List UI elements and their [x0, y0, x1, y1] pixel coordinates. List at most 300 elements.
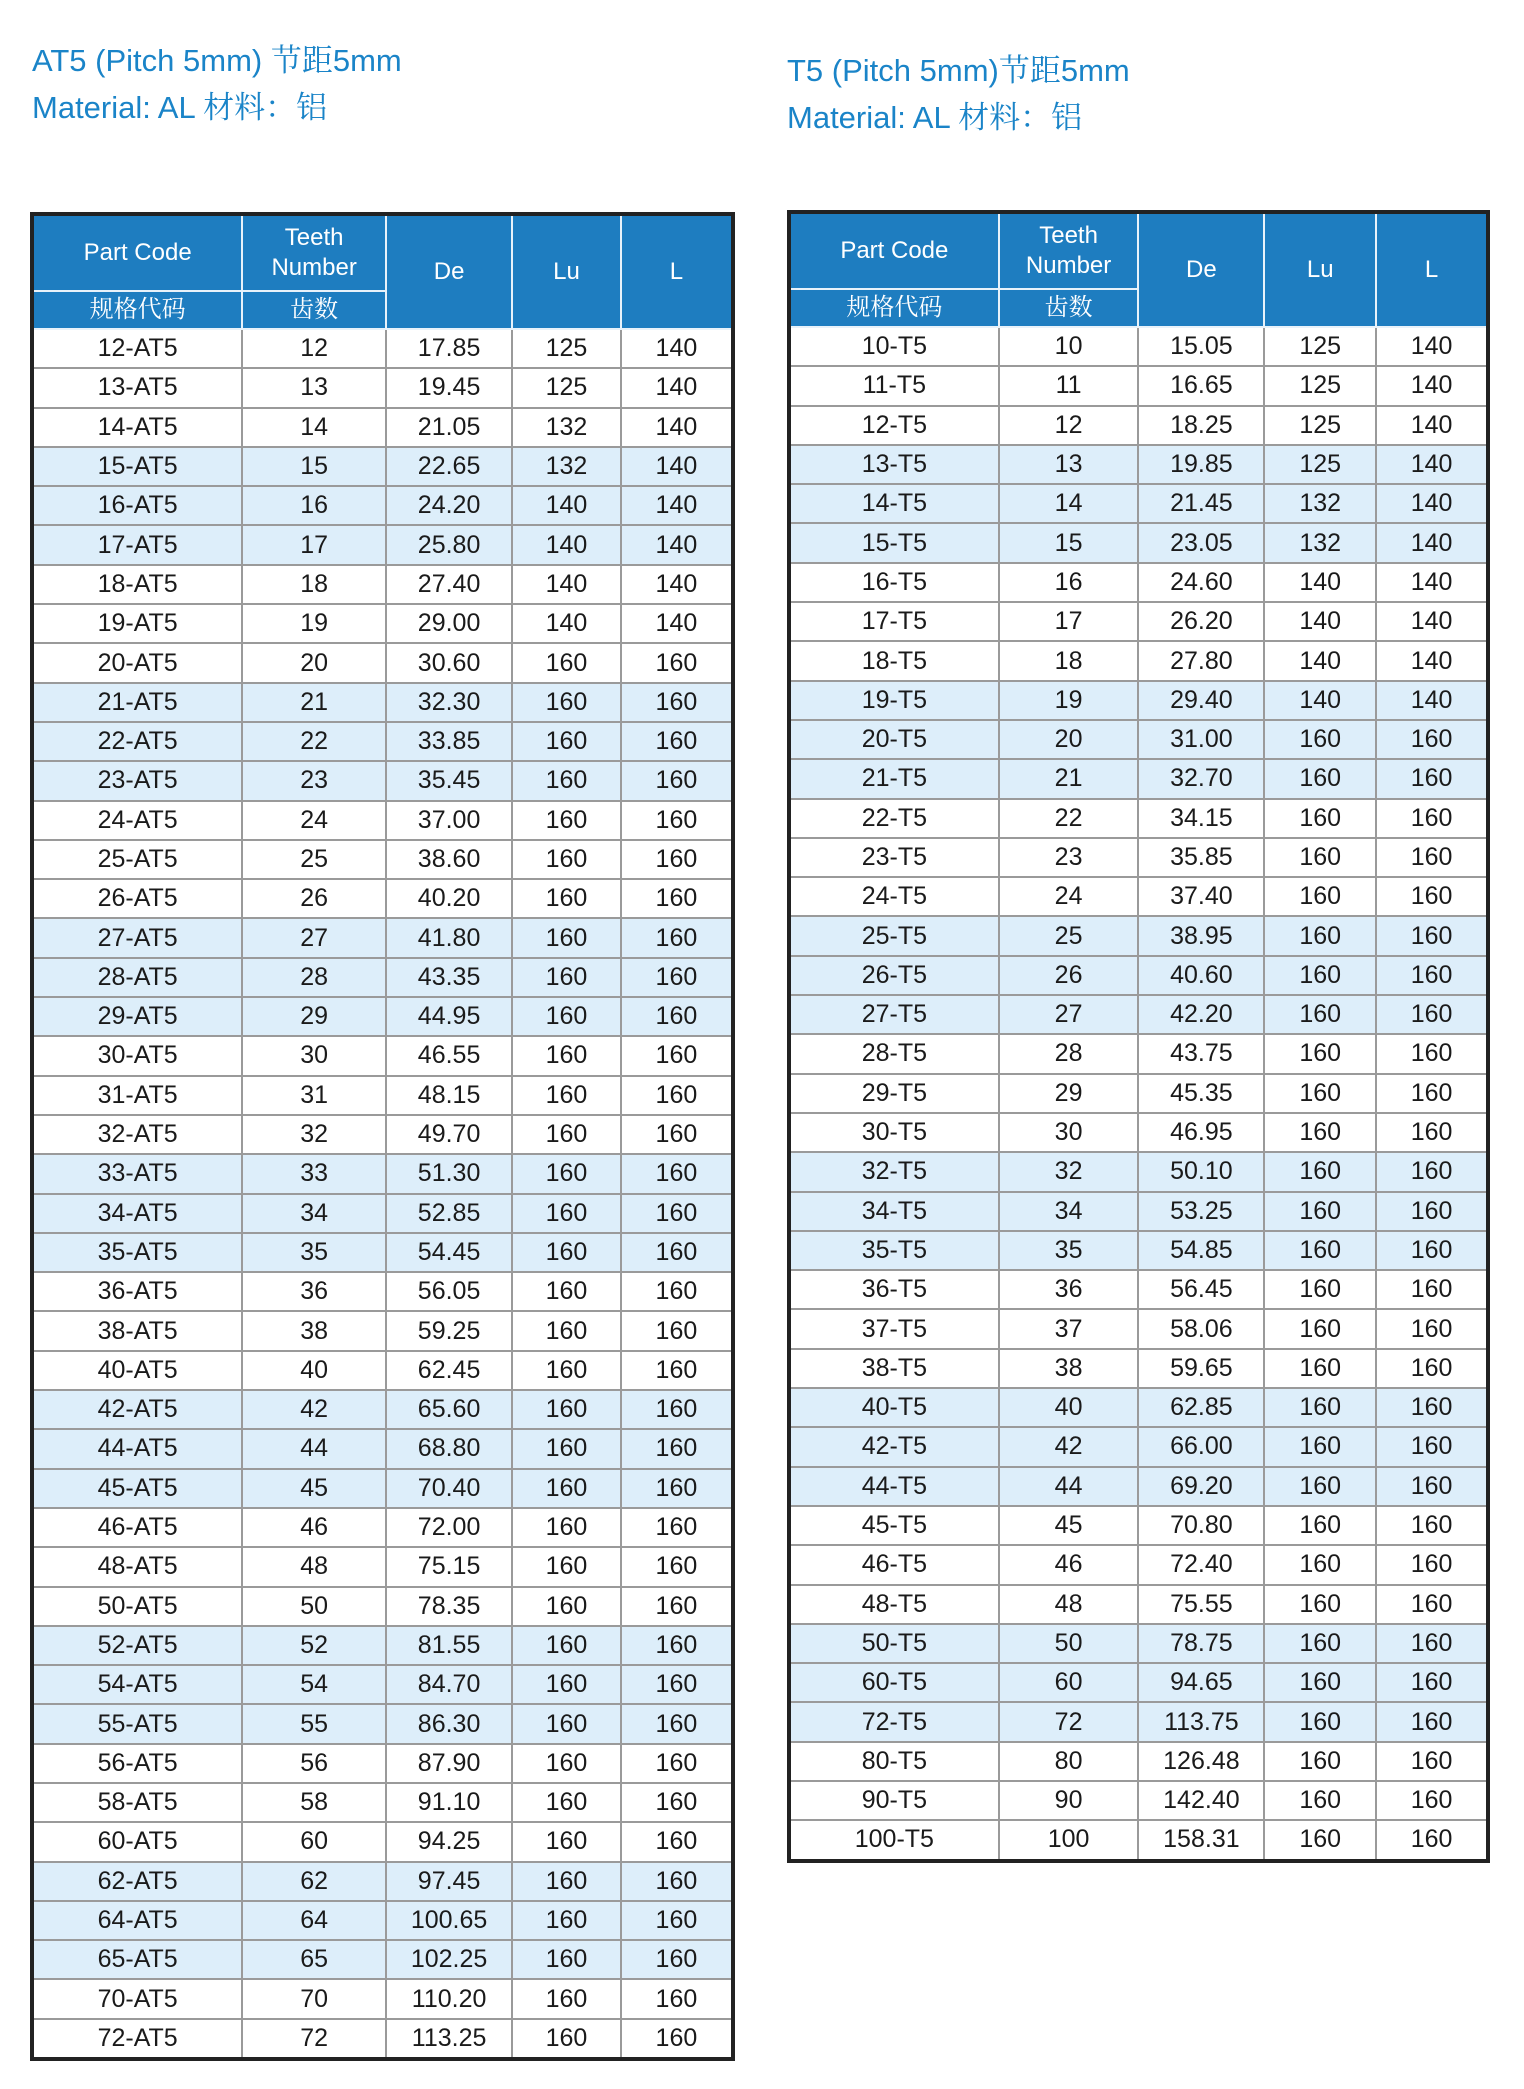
- table-row: [32, 1744, 733, 1783]
- l-cell: 160: [621, 918, 733, 957]
- part-code-cell: 45-AT5: [32, 1469, 242, 1508]
- table-row: [32, 1862, 733, 1901]
- de-cell: 42.20: [1138, 995, 1264, 1034]
- teeth-cell: 56: [242, 1744, 386, 1783]
- table-row: [789, 1585, 1488, 1624]
- teeth-cell: 55: [242, 1704, 386, 1743]
- l-cell: 160: [621, 1979, 733, 2018]
- teeth-cell: 34: [999, 1192, 1139, 1231]
- table-row: [789, 1231, 1488, 1270]
- teeth-cell: 29: [999, 1074, 1139, 1113]
- table-row: [32, 1704, 733, 1743]
- part-code-cell: 48-AT5: [32, 1547, 242, 1586]
- part-code-cell: 24-T5: [789, 877, 999, 916]
- teeth-cell: 14: [999, 484, 1139, 523]
- table-row: [789, 1192, 1488, 1231]
- part-code-cell: 24-AT5: [32, 801, 242, 840]
- l-cell: 160: [1376, 1585, 1488, 1624]
- table-row: [32, 1783, 733, 1822]
- l-cell: 160: [1376, 916, 1488, 955]
- table-row: [789, 1545, 1488, 1584]
- l-cell: 160: [621, 1822, 733, 1861]
- de-cell: 66.00: [1138, 1427, 1264, 1466]
- lu-cell: 160: [1264, 956, 1376, 995]
- lu-cell: 160: [1264, 1270, 1376, 1309]
- part-code-cell: 27-AT5: [32, 918, 242, 957]
- table-row: [32, 486, 733, 525]
- l-cell: 160: [621, 1233, 733, 1272]
- part-code-cell: 38-T5: [789, 1349, 999, 1388]
- l-cell: 140: [621, 565, 733, 604]
- l-cell: 160: [1376, 1545, 1488, 1584]
- part-code-cell: 54-AT5: [32, 1665, 242, 1704]
- part-code-cell: 55-AT5: [32, 1704, 242, 1743]
- l-cell: 160: [621, 643, 733, 682]
- de-cell: 50.10: [1138, 1152, 1264, 1191]
- part-code-cell: 14-AT5: [32, 408, 242, 447]
- table-row: [32, 447, 733, 486]
- de-cell: 59.65: [1138, 1349, 1264, 1388]
- at5-table-body: [32, 329, 733, 2059]
- table-row: [32, 1979, 733, 2018]
- table-row: [32, 997, 733, 1036]
- l-cell: 140: [1376, 484, 1488, 523]
- lu-cell: 160: [1264, 1467, 1376, 1506]
- lu-cell: 160: [512, 1940, 621, 1979]
- lu-cell: 140: [1264, 602, 1376, 641]
- lu-cell: 160: [1264, 720, 1376, 759]
- teeth-cell: 48: [242, 1547, 386, 1586]
- teeth-cell: 40: [999, 1388, 1139, 1427]
- l-header: L: [1376, 212, 1488, 327]
- lu-cell: 160: [1264, 877, 1376, 916]
- l-cell: 140: [1376, 602, 1488, 641]
- de-cell: 35.85: [1138, 838, 1264, 877]
- teeth-cell: 46: [999, 1545, 1139, 1584]
- part-code-cell: 34-T5: [789, 1192, 999, 1231]
- table-row: [789, 681, 1488, 720]
- de-header: De: [1138, 212, 1264, 327]
- lu-cell: 132: [512, 447, 621, 486]
- part-code-cell: 26-T5: [789, 956, 999, 995]
- table-row: [789, 1624, 1488, 1663]
- lu-cell: 125: [1264, 366, 1376, 405]
- de-cell: 59.25: [386, 1311, 512, 1350]
- at5-table: [30, 212, 735, 2061]
- de-cell: 142.40: [1138, 1781, 1264, 1820]
- part-code-cell: 31-AT5: [32, 1076, 242, 1115]
- t5-table-body: [789, 327, 1488, 1861]
- table-row: [789, 1074, 1488, 1113]
- de-cell: 43.75: [1138, 1034, 1264, 1073]
- l-cell: 160: [621, 840, 733, 879]
- l-cell: 140: [621, 408, 733, 447]
- part-code-cell: 13-AT5: [32, 368, 242, 407]
- part-code-cell: 32-AT5: [32, 1115, 242, 1154]
- l-cell: 160: [1376, 877, 1488, 916]
- teeth-zh-header: 齿数: [999, 289, 1139, 327]
- l-cell: 140: [1376, 563, 1488, 602]
- lu-cell: 140: [512, 565, 621, 604]
- de-cell: 53.25: [1138, 1192, 1264, 1231]
- l-header: L: [621, 214, 733, 329]
- part-code-cell: 18-T5: [789, 641, 999, 680]
- teeth-cell: 19: [999, 681, 1139, 720]
- l-cell: 160: [621, 722, 733, 761]
- table-row: [32, 565, 733, 604]
- de-cell: 40.20: [386, 879, 512, 918]
- teeth-cell: 21: [999, 759, 1139, 798]
- l-cell: 160: [1376, 1624, 1488, 1663]
- teeth-cell: 70: [242, 1979, 386, 2018]
- l-cell: 160: [1376, 720, 1488, 759]
- teeth-cell: 62: [242, 1862, 386, 1901]
- part-code-cell: 38-AT5: [32, 1311, 242, 1350]
- table-row: [789, 1820, 1488, 1860]
- lu-cell: 160: [512, 997, 621, 1036]
- l-cell: 140: [621, 525, 733, 564]
- de-cell: 35.45: [386, 761, 512, 800]
- lu-cell: 160: [512, 2019, 621, 2059]
- lu-cell: 160: [1264, 759, 1376, 798]
- table-row: [789, 366, 1488, 405]
- teeth-cell: 13: [999, 445, 1139, 484]
- l-cell: 160: [621, 1115, 733, 1154]
- l-cell: 160: [621, 879, 733, 918]
- l-cell: 160: [621, 1940, 733, 1979]
- teeth-header-line2: Number: [1025, 252, 1112, 279]
- teeth-cell: 64: [242, 1901, 386, 1940]
- de-cell: 37.00: [386, 801, 512, 840]
- table-row: [32, 1940, 733, 1979]
- l-cell: 160: [621, 683, 733, 722]
- l-cell: 160: [1376, 1388, 1488, 1427]
- lu-cell: 160: [512, 1783, 621, 1822]
- l-cell: 140: [621, 447, 733, 486]
- de-cell: 84.70: [386, 1665, 512, 1704]
- de-cell: 78.75: [1138, 1624, 1264, 1663]
- lu-header: Lu: [512, 214, 621, 329]
- lu-cell: 160: [512, 1154, 621, 1193]
- table-row: [32, 1154, 733, 1193]
- lu-cell: 160: [512, 1311, 621, 1350]
- part-code-cell: 22-AT5: [32, 722, 242, 761]
- part-code-cell: 40-AT5: [32, 1351, 242, 1390]
- part-code-cell: 10-T5: [789, 327, 999, 366]
- de-cell: 19.85: [1138, 445, 1264, 484]
- lu-cell: 125: [1264, 406, 1376, 445]
- de-cell: 65.60: [386, 1390, 512, 1429]
- at5-material: Material: AL 材料：铝: [32, 90, 328, 125]
- de-cell: 37.40: [1138, 877, 1264, 916]
- lu-cell: 160: [1264, 1192, 1376, 1231]
- de-cell: 69.20: [1138, 1467, 1264, 1506]
- table-row: [789, 1270, 1488, 1309]
- part-code-cell: 20-AT5: [32, 643, 242, 682]
- de-cell: 52.85: [386, 1194, 512, 1233]
- l-cell: 160: [621, 1783, 733, 1822]
- lu-cell: 140: [512, 604, 621, 643]
- l-cell: 160: [621, 1390, 733, 1429]
- teeth-cell: 26: [999, 956, 1139, 995]
- at5-title: AT5 (Pitch 5mm) 节距5mm: [32, 43, 402, 78]
- l-cell: 160: [1376, 1231, 1488, 1270]
- de-cell: 33.85: [386, 722, 512, 761]
- lu-header: Lu: [1264, 212, 1376, 327]
- teeth-header-line2: Number: [271, 254, 357, 281]
- teeth-cell: 25: [242, 840, 386, 879]
- lu-cell: 160: [512, 1822, 621, 1861]
- de-cell: 78.35: [386, 1587, 512, 1626]
- de-cell: 40.60: [1138, 956, 1264, 995]
- part-code-cell: 58-AT5: [32, 1783, 242, 1822]
- teeth-cell: 31: [242, 1076, 386, 1115]
- lu-cell: 160: [512, 1429, 621, 1468]
- l-cell: 160: [1376, 1034, 1488, 1073]
- de-cell: 15.05: [1138, 327, 1264, 366]
- table-row: [32, 958, 733, 997]
- l-cell: 140: [1376, 523, 1488, 562]
- part-code-cell: 15-AT5: [32, 447, 242, 486]
- l-cell: 160: [621, 1665, 733, 1704]
- de-cell: 34.15: [1138, 799, 1264, 838]
- lu-cell: 160: [512, 1233, 621, 1272]
- de-cell: 81.55: [386, 1626, 512, 1665]
- teeth-cell: 65: [242, 1940, 386, 1979]
- part-code-cell: 35-AT5: [32, 1233, 242, 1272]
- teeth-cell: 36: [999, 1270, 1139, 1309]
- table-row: [789, 838, 1488, 877]
- part-code-cell: 21-AT5: [32, 683, 242, 722]
- l-cell: 160: [621, 761, 733, 800]
- table-row: [789, 484, 1488, 523]
- teeth-cell: 17: [242, 525, 386, 564]
- lu-cell: 160: [1264, 1309, 1376, 1348]
- teeth-cell: 23: [999, 838, 1139, 877]
- part-code-cell: 12-AT5: [32, 329, 242, 368]
- teeth-cell: 38: [999, 1349, 1139, 1388]
- lu-cell: 132: [512, 408, 621, 447]
- part-code-zh-header: 规格代码: [789, 289, 999, 327]
- teeth-cell: 20: [999, 720, 1139, 759]
- l-cell: 160: [1376, 799, 1488, 838]
- de-cell: 113.25: [386, 2019, 512, 2059]
- de-cell: 68.80: [386, 1429, 512, 1468]
- de-cell: 102.25: [386, 1940, 512, 1979]
- teeth-cell: 38: [242, 1311, 386, 1350]
- lu-cell: 160: [1264, 1663, 1376, 1702]
- de-cell: 21.45: [1138, 484, 1264, 523]
- part-code-cell: 14-T5: [789, 484, 999, 523]
- teeth-cell: 30: [242, 1036, 386, 1075]
- lu-cell: 160: [512, 1587, 621, 1626]
- part-code-cell: 50-AT5: [32, 1587, 242, 1626]
- teeth-cell: 33: [242, 1154, 386, 1193]
- part-code-cell: 16-AT5: [32, 486, 242, 525]
- part-code-cell: 21-T5: [789, 759, 999, 798]
- lu-cell: 160: [512, 761, 621, 800]
- part-code-cell: 42-AT5: [32, 1390, 242, 1429]
- lu-cell: 160: [512, 1979, 621, 2018]
- teeth-cell: 15: [999, 523, 1139, 562]
- table-row: [32, 368, 733, 407]
- table-row: [789, 445, 1488, 484]
- lu-cell: 160: [512, 801, 621, 840]
- de-cell: 21.05: [386, 408, 512, 447]
- de-cell: 56.05: [386, 1272, 512, 1311]
- lu-cell: 125: [1264, 327, 1376, 366]
- de-cell: 29.00: [386, 604, 512, 643]
- teeth-cell: 32: [242, 1115, 386, 1154]
- teeth-cell: 40: [242, 1351, 386, 1390]
- l-cell: 160: [1376, 956, 1488, 995]
- table-row: [789, 916, 1488, 955]
- part-code-cell: 23-AT5: [32, 761, 242, 800]
- teeth-cell: 26: [242, 879, 386, 918]
- teeth-cell: 34: [242, 1194, 386, 1233]
- table-row: [32, 722, 733, 761]
- lu-cell: 160: [512, 1194, 621, 1233]
- l-cell: 160: [621, 1469, 733, 1508]
- teeth-cell: 29: [242, 997, 386, 1036]
- lu-cell: 160: [512, 1076, 621, 1115]
- l-cell: 160: [1376, 759, 1488, 798]
- teeth-cell: 54: [242, 1665, 386, 1704]
- lu-cell: 160: [512, 879, 621, 918]
- de-cell: 51.30: [386, 1154, 512, 1193]
- l-cell: 160: [621, 1076, 733, 1115]
- l-cell: 160: [621, 997, 733, 1036]
- l-cell: 140: [621, 368, 733, 407]
- lu-cell: 160: [1264, 1624, 1376, 1663]
- table-row: [789, 1034, 1488, 1073]
- part-code-cell: 90-T5: [789, 1781, 999, 1820]
- table-row: [789, 1388, 1488, 1427]
- teeth-cell: 21: [242, 683, 386, 722]
- table-row: [789, 1309, 1488, 1348]
- lu-cell: 160: [512, 1901, 621, 1940]
- l-cell: 160: [621, 1194, 733, 1233]
- part-code-cell: 35-T5: [789, 1231, 999, 1270]
- l-cell: 160: [1376, 995, 1488, 1034]
- teeth-cell: 42: [242, 1390, 386, 1429]
- part-code-cell: 40-T5: [789, 1388, 999, 1427]
- part-code-cell: 22-T5: [789, 799, 999, 838]
- lu-cell: 160: [512, 1744, 621, 1783]
- teeth-cell: 45: [242, 1469, 386, 1508]
- table-row: [789, 1427, 1488, 1466]
- l-cell: 160: [621, 2019, 733, 2059]
- lu-cell: 160: [512, 918, 621, 957]
- de-cell: 44.95: [386, 997, 512, 1036]
- part-code-cell: 42-T5: [789, 1427, 999, 1466]
- teeth-cell: 72: [999, 1702, 1139, 1741]
- table-row: [789, 1663, 1488, 1702]
- table-row: [789, 877, 1488, 916]
- teeth-cell: 42: [999, 1427, 1139, 1466]
- part-code-cell: 15-T5: [789, 523, 999, 562]
- lu-cell: 160: [512, 1272, 621, 1311]
- part-code-cell: 25-T5: [789, 916, 999, 955]
- teeth-cell: 44: [242, 1429, 386, 1468]
- lu-cell: 160: [1264, 1742, 1376, 1781]
- lu-cell: 160: [1264, 1545, 1376, 1584]
- lu-cell: 140: [512, 525, 621, 564]
- teeth-cell: 48: [999, 1585, 1139, 1624]
- part-code-cell: 29-AT5: [32, 997, 242, 1036]
- lu-cell: 160: [1264, 1820, 1376, 1860]
- teeth-cell: 60: [242, 1822, 386, 1861]
- de-cell: 62.85: [1138, 1388, 1264, 1427]
- table-row: [32, 2019, 733, 2059]
- part-code-cell: 16-T5: [789, 563, 999, 602]
- de-cell: 43.35: [386, 958, 512, 997]
- lu-cell: 160: [512, 1036, 621, 1075]
- table-row: [32, 1115, 733, 1154]
- part-code-cell: 28-AT5: [32, 958, 242, 997]
- l-cell: 160: [1376, 1742, 1488, 1781]
- de-cell: 31.00: [1138, 720, 1264, 759]
- de-cell: 32.30: [386, 683, 512, 722]
- table-row: [32, 918, 733, 957]
- teeth-cell: 14: [242, 408, 386, 447]
- table-row: [32, 1508, 733, 1547]
- part-code-cell: 44-T5: [789, 1467, 999, 1506]
- part-code-cell: 80-T5: [789, 1742, 999, 1781]
- part-code-cell: 23-T5: [789, 838, 999, 877]
- de-cell: 19.45: [386, 368, 512, 407]
- table-row: [32, 1469, 733, 1508]
- lu-cell: 132: [1264, 484, 1376, 523]
- teeth-cell: 58: [242, 1783, 386, 1822]
- de-cell: 25.80: [386, 525, 512, 564]
- teeth-cell: 35: [999, 1231, 1139, 1270]
- table-row: [32, 643, 733, 682]
- lu-cell: 125: [1264, 445, 1376, 484]
- lu-cell: 160: [512, 1704, 621, 1743]
- lu-cell: 160: [1264, 1231, 1376, 1270]
- part-code-cell: 27-T5: [789, 995, 999, 1034]
- teeth-cell: 27: [999, 995, 1139, 1034]
- part-code-cell: 46-AT5: [32, 1508, 242, 1547]
- part-code-cell: 36-AT5: [32, 1272, 242, 1311]
- de-cell: 27.80: [1138, 641, 1264, 680]
- table-row: [789, 327, 1488, 366]
- part-code-zh-header: 规格代码: [32, 291, 242, 329]
- de-cell: 30.60: [386, 643, 512, 682]
- de-cell: 72.00: [386, 1508, 512, 1547]
- lu-cell: 160: [1264, 1585, 1376, 1624]
- l-cell: 160: [621, 801, 733, 840]
- de-cell: 126.48: [1138, 1742, 1264, 1781]
- table-row: [32, 683, 733, 722]
- de-cell: 87.90: [386, 1744, 512, 1783]
- de-cell: 113.75: [1138, 1702, 1264, 1741]
- table-row: [32, 1351, 733, 1390]
- de-cell: 100.65: [386, 1901, 512, 1940]
- lu-cell: 160: [1264, 916, 1376, 955]
- teeth-cell: 72: [242, 2019, 386, 2059]
- l-cell: 160: [621, 1587, 733, 1626]
- part-code-cell: 46-T5: [789, 1545, 999, 1584]
- part-code-cell: 62-AT5: [32, 1862, 242, 1901]
- lu-cell: 160: [1264, 1427, 1376, 1466]
- de-cell: 75.15: [386, 1547, 512, 1586]
- l-cell: 160: [621, 1154, 733, 1193]
- l-cell: 160: [621, 1351, 733, 1390]
- part-code-cell: 34-AT5: [32, 1194, 242, 1233]
- table-row: [789, 720, 1488, 759]
